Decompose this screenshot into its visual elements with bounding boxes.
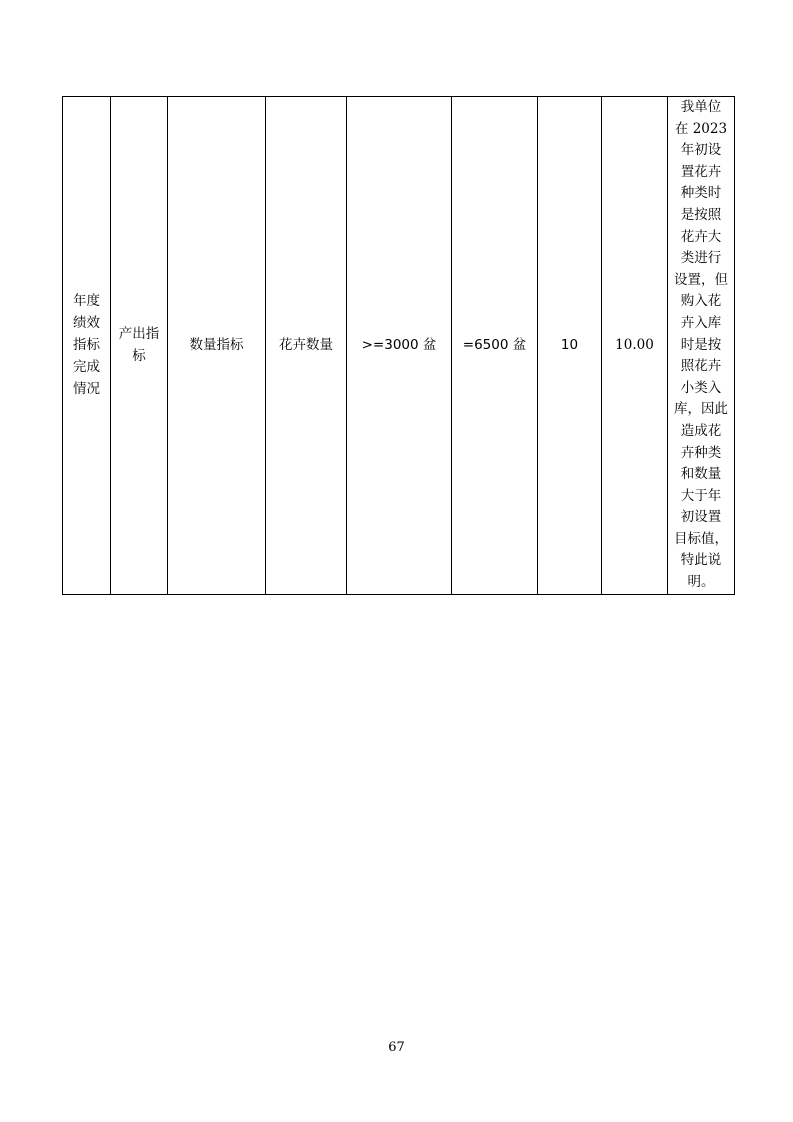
indicator-name-cell: 花卉数量	[266, 97, 347, 595]
level1-indicator-cell	[111, 97, 168, 595]
note-line: 置花卉	[680, 163, 722, 180]
category-line: 情况	[73, 381, 100, 398]
note-line: 购入花	[680, 293, 722, 310]
category-line: 指标	[73, 337, 100, 354]
note-line: 类进行	[680, 250, 722, 267]
note-line: 目标值，	[674, 530, 728, 547]
note-line: 大于年	[680, 487, 722, 504]
score-cell: 10.00	[602, 97, 668, 595]
level1-line: 产出指	[118, 326, 160, 343]
note-line: 卉种类	[680, 444, 722, 461]
note-line: 卉入库	[680, 314, 722, 331]
category-line: 绩效	[73, 315, 100, 332]
actual-value-cell: =6500 盆	[452, 97, 538, 595]
note-line: 初设置	[680, 509, 722, 526]
deviation-note-cell	[668, 97, 735, 595]
note-line: 年初设	[680, 142, 722, 159]
note-line: 花卉大	[680, 228, 722, 245]
category-cell	[63, 97, 111, 595]
target-value-cell: >=3000 盆	[347, 97, 452, 595]
note-line: 库，因此	[674, 401, 728, 418]
note-line: 小类入	[680, 379, 722, 396]
note-line: 我单位	[680, 99, 722, 115]
performance-table	[62, 96, 735, 595]
note-line: 和数量	[680, 466, 722, 483]
category-line: 完成	[73, 359, 100, 376]
note-line: 明。	[687, 574, 715, 591]
page-number: 67	[388, 1040, 405, 1055]
note-line: 时是按	[680, 336, 722, 353]
note-line: 在 2023	[674, 120, 728, 137]
note-line: 特此说	[680, 552, 722, 569]
level2-indicator-cell: 数量指标	[168, 97, 266, 595]
category-line: 年度	[73, 293, 100, 310]
note-line: 是按照	[680, 206, 722, 223]
note-line: 种类时	[680, 185, 722, 202]
note-line: 设置，但	[674, 271, 728, 288]
table-row	[63, 97, 735, 595]
level1-line: 标	[132, 348, 146, 365]
note-line: 造成花	[680, 422, 722, 439]
note-line: 照花卉	[680, 358, 722, 375]
weight-cell: 10	[538, 97, 602, 595]
